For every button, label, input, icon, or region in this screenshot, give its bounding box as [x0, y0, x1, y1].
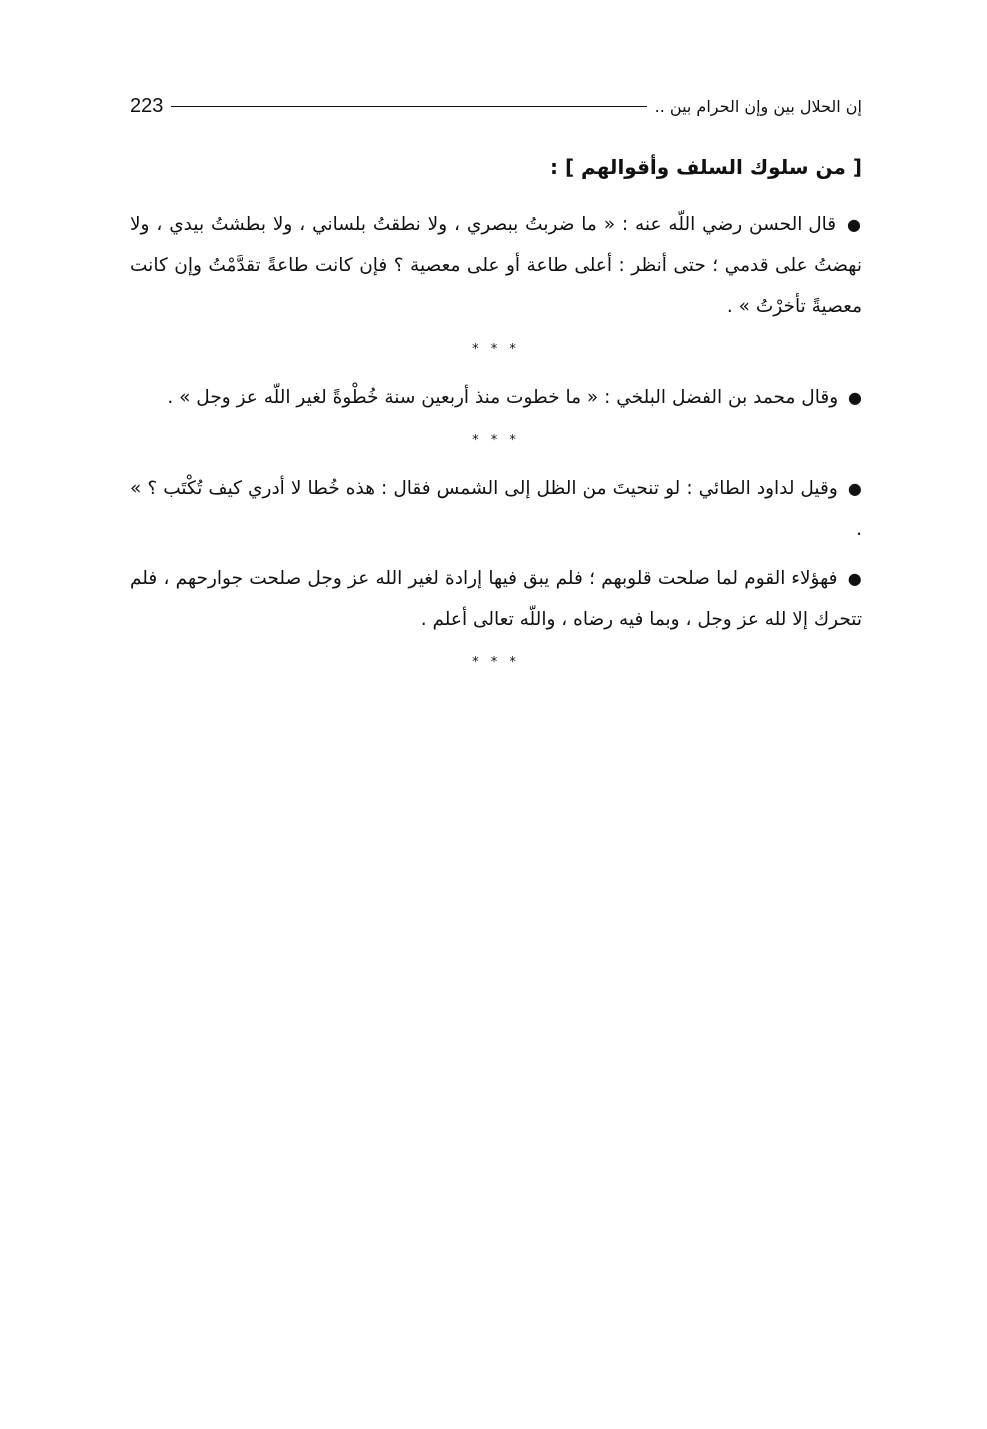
section-heading: [ من سلوك السلف وأقوالهم ] :	[549, 155, 862, 179]
paragraph-text: وقال محمد بن الفضل البلخي : « ما خطوت منذ أربعين سنة خُطْوةً لغير اللّه عز وجل » .	[167, 387, 839, 408]
section-separator: * * *	[472, 655, 520, 670]
running-title: إن الحلال بين وإن الحرام بين ..	[654, 96, 862, 116]
bullet-icon: ●	[847, 569, 862, 588]
paragraph-dawud	[130, 468, 862, 550]
section-separator: * * *	[472, 433, 520, 448]
bullet-icon: ●	[847, 215, 862, 234]
paragraph-conclusion	[130, 558, 862, 640]
paragraph-balkhi	[130, 377, 862, 418]
page-body	[130, 152, 862, 676]
paragraph-text: قال الحسن رضي اللّه عنه : « ما ضربتُ ببصري ، ولا نطقتُ بلساني ، ولا بطشتُ بيدي ، ولا نهضتُ على قدمي ؛ حتى أنظر : أعلى طاعة أو على معصية ؟ فإن كانت طاعةً تقدَّمْتُ وإن كانت معصيةً تأخرْتُ » .	[130, 214, 862, 317]
paragraph-text: فهؤلاء القوم لما صلحت قلوبهم ؛ فلم يبق فيها إرادة لغير الله عز وجل صلحت جوارحهم ، فلم تتحرك إلا لله عز وجل ، وبما فيه رضاه ، واللّه تعالى أعلم .	[130, 568, 862, 630]
running-header	[130, 92, 862, 120]
bullet-icon: ●	[847, 479, 862, 498]
header-rule	[171, 106, 646, 107]
paragraph-text: وقيل لداود الطائي : لو تنحيتَ من الظل إلى الشمس فقال : هذه خُطا لا أدري كيف تُكْتَب ؟ » .	[130, 478, 862, 540]
page-number: 223	[130, 94, 164, 117]
section-separator: * * *	[472, 342, 520, 357]
bullet-icon: ●	[848, 388, 862, 407]
paragraph-hasan	[130, 204, 862, 327]
